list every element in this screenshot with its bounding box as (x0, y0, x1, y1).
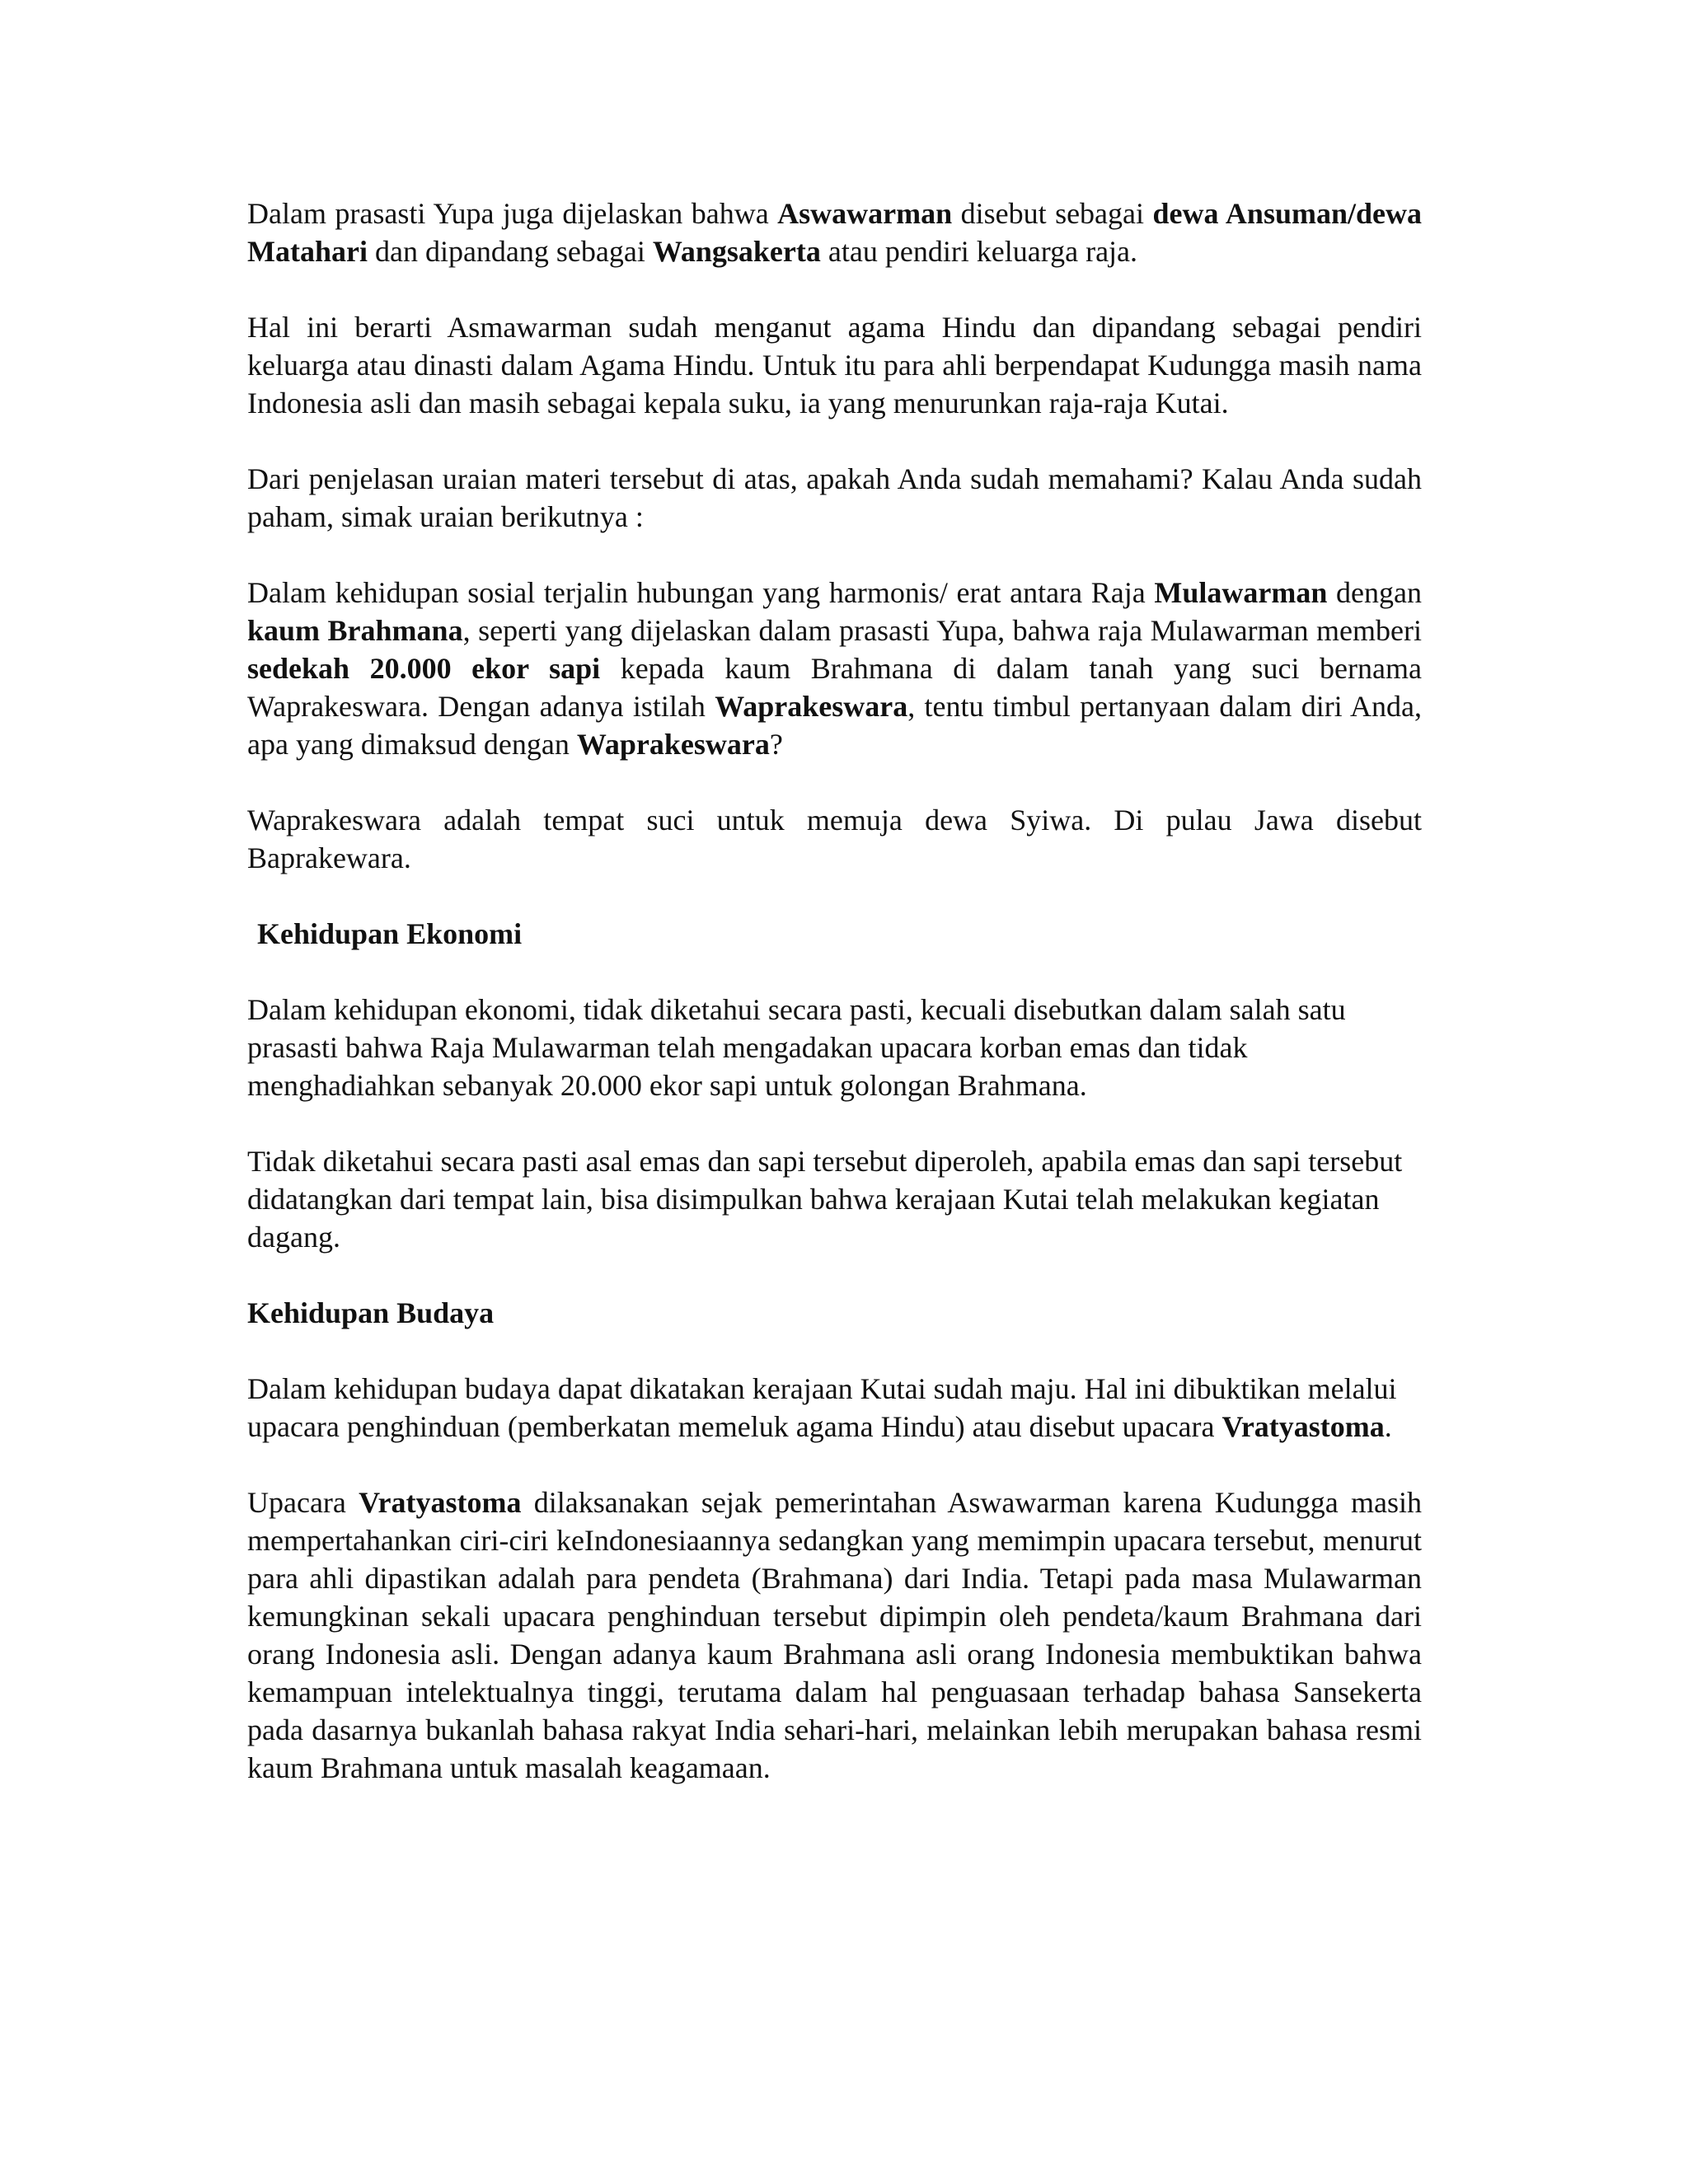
bold-term-sedekah: sedekah 20.000 ekor sapi (247, 652, 601, 685)
paragraph-vratyastoma (247, 1483, 1422, 1787)
text-span: , seperti yang dijelaskan dalam prasasti Yupa, bahwa raja Mulawarman memberi (462, 614, 1422, 647)
bold-term-waprakeswara: Waprakeswara (576, 728, 770, 761)
text-span: Dalam prasasti Yupa juga dijelaskan bahwa (247, 197, 778, 230)
paragraph-ekonomi: Dalam kehidupan ekonomi, tidak diketahui secara pasti, kecuali disebutkan dalam salah satu prasasti bahwa Raja Mulawarman telah mengadakan upacara korban emas dan tidak menghadiahkan sebanyak 20.000 ekor sapi untuk golongan Brahmana. (247, 993, 1346, 1102)
document-body (247, 194, 1422, 1825)
text-span: . (1384, 1410, 1392, 1443)
bold-term-dewa-ansuman: dewa Ansuman/dewa Matahari (247, 197, 1422, 268)
bold-term-aswawarman: Aswawarman (777, 197, 953, 230)
text-span: dan dipandang sebagai (367, 235, 653, 268)
text-span: dengan (1327, 576, 1423, 609)
text-span: Dalam kehidupan sosial terjalin hubungan yang harmonis/ erat antara Raja (247, 576, 1155, 609)
text-span: kepada kaum Brahmana di dalam tanah yang suci bernama Waprakeswara. Dengan adanya istilah (247, 652, 1422, 723)
bold-term-waprakeswara: Waprakeswara (715, 690, 908, 723)
paragraph-question: Dari penjelasan uraian materi tersebut di atas, apakah Anda sudah memahami? Kalau Anda sudah paham, simak uraian berikutnya : (247, 462, 1422, 533)
paragraph-dagang: Tidak diketahui secara pasti asal emas dan sapi tersebut diperoleh, apabila emas dan sapi tersebut didatangkan dari tempat lain, bisa disimpulkan bahwa kerajaan Kutai telah melakukan kegiatan dagang. (247, 1145, 1403, 1254)
bold-term-kaum-brahmana: kaum Brahmana (247, 614, 463, 647)
bold-term-vratyastoma: Vratyastoma (1221, 1410, 1385, 1443)
text-span: disebut sebagai (952, 197, 1153, 230)
paragraph-aswawarman (247, 194, 1422, 270)
text-span: dilaksanakan sejak pemerintahan Aswawarman karena Kudungga masih mempertahankan ciri-ciri keIndonesiaannya sedangkan yang memimpin upacara tersebut, menurut para ahli dipastikan adalah para pendeta (Brahmana) dari India. Tetapi pada masa Mulawarman kemungkinan sekali upacara penghinduan tersebut dipimpin oleh pendeta/kaum Brahmana dari orang Indonesia asli. Dengan adanya kaum Brahmana asli orang Indonesia membuktikan bahwa kemampuan intelektualnya tinggi, terutama dalam hal penguasaan terhadap bahasa Sansekerta pada dasarnya bukanlah bahasa rakyat India sehari-hari, melainkan lebih merupakan bahasa resmi kaum Brahmana untuk masalah keagamaan. (247, 1486, 1422, 1784)
bold-term-mulawarman: Mulawarman (1154, 576, 1328, 609)
paragraph-kehidupan-sosial (247, 574, 1422, 763)
text-span: atau pendiri keluarga raja. (820, 235, 1138, 268)
heading-kehidupan-ekonomi: Kehidupan Ekonomi (257, 917, 523, 950)
text-span: Dalam kehidupan budaya dapat dikatakan kerajaan Kutai sudah maju. Hal ini dibuktikan melalui upacara penghinduan (pemberkatan memeluk agama Hindu) atau disebut upacara (247, 1372, 1397, 1443)
text-span: Upacara (247, 1486, 359, 1519)
paragraph-budaya (247, 1370, 1422, 1446)
text-span: , tentu timbul pertanyaan dalam diri Anda, apa yang dimaksud dengan (247, 690, 1423, 761)
heading-kehidupan-budaya: Kehidupan Budaya (247, 1296, 495, 1329)
paragraph-waprakeswara: Waprakeswara adalah tempat suci untuk memuja dewa Syiwa. Di pulau Jawa disebut Baprakewara. (247, 804, 1422, 874)
bold-term-vratyastoma: Vratyastoma (359, 1486, 522, 1519)
text-span: ? (769, 728, 783, 761)
bold-term-wangsakerta: Wangsakerta (652, 235, 821, 268)
paragraph-asmawarman-hindu: Hal ini berarti Asmawarman sudah menganut agama Hindu dan dipandang sebagai pendiri keluarga atau dinasti dalam Agama Hindu. Untuk itu para ahli berpendapat Kudungga masih nama Indonesia asli dan masih sebagai kepala suku, ia yang menurunkan raja-raja Kutai. (247, 311, 1422, 419)
